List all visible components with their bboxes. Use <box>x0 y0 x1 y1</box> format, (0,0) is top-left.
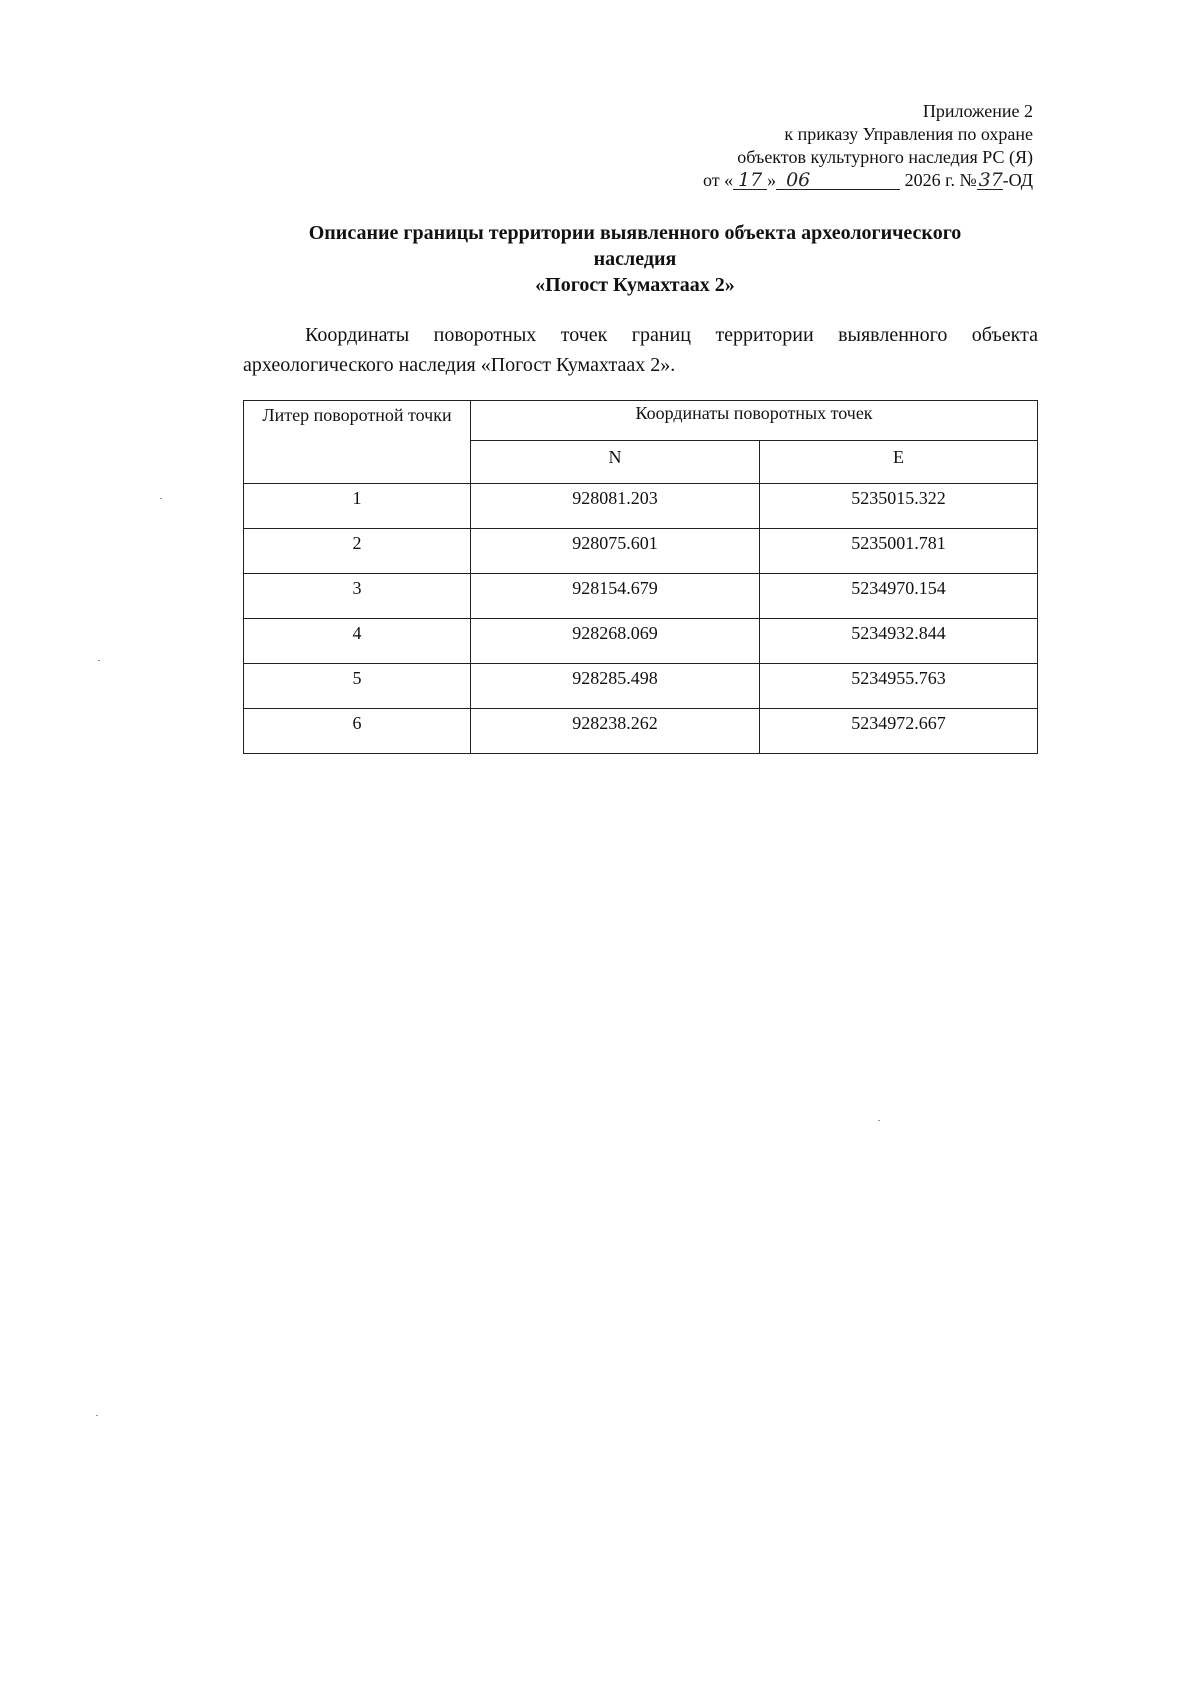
intro-paragraph <box>243 320 1038 380</box>
handwritten-month: 06 <box>776 171 900 190</box>
cell-n: 928075.601 <box>471 529 760 574</box>
header-point-literal: Литер поворотной точки <box>244 401 471 484</box>
cell-e: 5235015.322 <box>760 484 1038 529</box>
table-row <box>244 529 1038 574</box>
table-row <box>244 664 1038 709</box>
cell-point: 3 <box>244 574 471 619</box>
date-close-quote: » <box>767 170 777 190</box>
title-line-1: Описание границы территории выявленного объекта археологического <box>308 222 962 244</box>
title-line-3: «Погост Кумахтаах 2» <box>535 274 735 296</box>
cell-e: 5234972.667 <box>760 709 1038 754</box>
date-prefix: от « <box>702 170 734 190</box>
header-n: N <box>471 441 760 484</box>
order-number-suffix: -ОД <box>1002 170 1033 190</box>
cell-point: 1 <box>244 484 471 529</box>
scan-speck <box>98 660 100 661</box>
cell-e: 5234932.844 <box>760 619 1038 664</box>
cell-n: 928154.679 <box>471 574 760 619</box>
order-year: 2026 г. № <box>904 170 977 190</box>
scan-speck <box>96 1415 98 1416</box>
cell-e: 5234955.763 <box>760 664 1038 709</box>
cell-e: 5234970.154 <box>760 574 1038 619</box>
table-row <box>244 484 1038 529</box>
handwritten-day: 17 <box>733 171 767 190</box>
appendix-title: Приложение 2 <box>922 101 1033 121</box>
scan-speck <box>160 498 162 499</box>
header-coordinates: Координаты поворотных точек <box>471 401 1038 441</box>
cell-n: 928268.069 <box>471 619 760 664</box>
coordinates-table <box>243 400 1038 754</box>
cell-point: 4 <box>244 619 471 664</box>
handwritten-order-number: 37 <box>978 169 1003 191</box>
cell-point: 2 <box>244 529 471 574</box>
cell-e: 5235001.781 <box>760 529 1038 574</box>
table-row <box>244 574 1038 619</box>
header-e: E <box>760 441 1038 484</box>
intro-text: Координаты поворотных точек границ территории выявленного объекта археологического наследия «Погост Кумахтаах 2». <box>243 324 1038 376</box>
appendix-order-ref: к приказу Управления по охране <box>784 124 1033 144</box>
title-line-2: наследия <box>593 248 677 270</box>
table-row <box>244 619 1038 664</box>
appendix-header <box>613 100 1033 192</box>
appendix-authority: объектов культурного наследия РС (Я) <box>737 147 1033 167</box>
cell-n: 928081.203 <box>471 484 760 529</box>
order-date-line <box>703 169 1033 192</box>
cell-n: 928285.498 <box>471 664 760 709</box>
cell-n: 928238.262 <box>471 709 760 754</box>
table-row <box>244 709 1038 754</box>
cell-point: 5 <box>244 664 471 709</box>
scan-speck <box>878 1120 880 1121</box>
document-title <box>200 220 1070 298</box>
cell-point: 6 <box>244 709 471 754</box>
